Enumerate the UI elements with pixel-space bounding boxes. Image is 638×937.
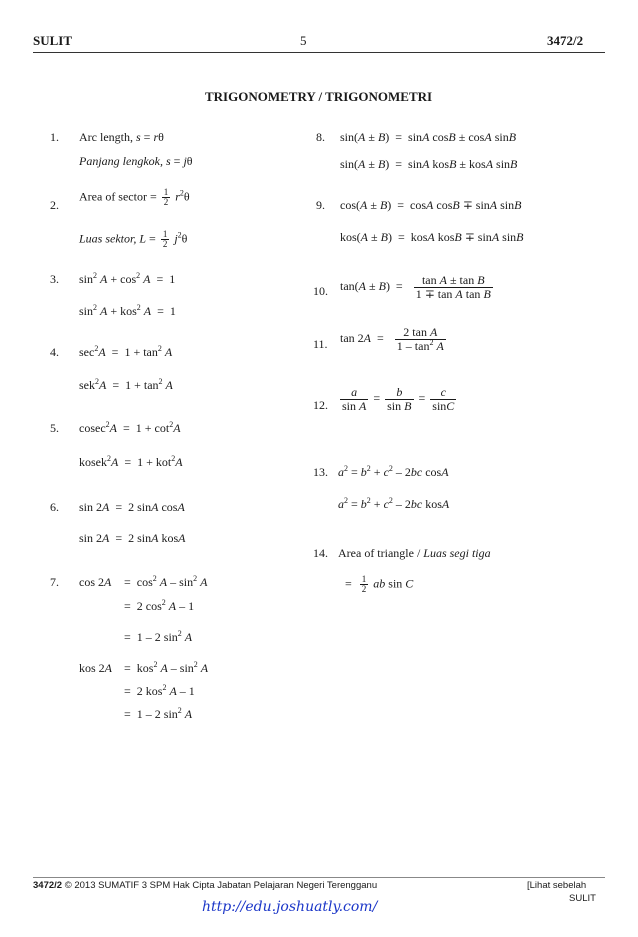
formula-5-number: 5. <box>50 421 59 435</box>
header-sulit: SULIT <box>33 33 73 48</box>
formula-4-number: 4. <box>50 345 59 359</box>
formula-11: tan 2A = $\frac{\text{2 tan A}}{1 - \tan^2 A}$ <box>340 325 444 353</box>
footer-sulit: SULIT <box>569 893 596 904</box>
page-number: 5 <box>300 33 307 48</box>
formula-14-number: 14. <box>313 546 328 560</box>
formula-2-ms: Luas sektor, L = $\frac{1}{2}$ $j^2\theta$ <box>79 229 188 250</box>
formula-13-number: 13. <box>313 465 328 479</box>
formula-10: tan(A ± B) = $\frac{\text{tan A ± tan B}}{\text{1 ∓ tan A tan B}}$ <box>340 273 491 301</box>
formula-7-line-6: = 1 – 2 $\sin^2 A$ <box>124 706 193 721</box>
footer-copyright: 3472/2 © 2013 SUMATIF 3 SPM Hak Cipta Jabatan Pelajaran Negeri Terengganu <box>33 880 378 891</box>
formula-1-ms: Panjang lengkok, s = jθ <box>79 154 193 168</box>
paper-code: 3472/2 <box>547 33 584 48</box>
formula-13-en: $a^2 = b^2 + c^2 - 2bc$ cosA <box>338 464 449 479</box>
formula-7-number: 7. <box>50 575 59 589</box>
formula-12-number: 12. <box>313 398 328 412</box>
formula-14: = $\frac{1}{2}$ ab sin C <box>345 574 414 595</box>
formula-13-ms: $a^2 = b^2 + c^2 - 2bc$ kosA <box>338 496 450 511</box>
formula-3-ms: $\sin^2 A + kos^2$ A = 1 <box>79 303 176 318</box>
section-title: TRIGONOMETRY / TRIGONOMETRI <box>205 89 433 104</box>
formula-12: $\frac{a}{\text{sin A}}$ = $\frac{b}{\text{sin B}}$ = $\frac{c}{\sin C}$ <box>342 385 455 413</box>
formula-8-number: 8. <box>316 130 325 144</box>
header-rule <box>33 52 605 53</box>
formula-8-ms: sin(A ± B) = sinA kosB ± kosA sinB <box>340 157 518 171</box>
formula-7-line-2: = 2 $\cos^2 A - 1$ <box>124 598 195 613</box>
footer-rule <box>33 877 605 878</box>
formula-3-en: $\sin^2 A + \cos^2 A = 1$ <box>79 271 176 286</box>
formula-2-number: 2. <box>50 198 59 212</box>
formula-9-en: cos(A ± B) = cosA cosB ∓ sinA sinB <box>340 198 522 212</box>
formula-3-number: 3. <box>50 272 59 286</box>
formula-9-ms: kos(A ± B) = kosA kosB ∓ sinA sinB <box>340 230 524 244</box>
formula-7-line-3: = 1 – 2 $\sin^2 A$ <box>124 629 193 644</box>
formula-5-ms: kosek$^2$A = 1 + kot$^2$A <box>79 454 183 469</box>
formula-9-number: 9. <box>316 198 325 212</box>
formula-6-number: 6. <box>50 500 59 514</box>
formula-7-line-1: = $\cos^2 A - \sin^2 A$ <box>124 574 208 589</box>
formula-7-line-4: = kos$^2$ A – $\sin^2 A$ <box>124 660 209 675</box>
formula-6-en: sin 2A = 2 sinA cosA <box>79 500 185 514</box>
formula-6-ms: sin 2A = 2 sinA kosA <box>79 531 186 545</box>
formula-14-label: Area of triangle / Luas segi tiga <box>338 546 491 560</box>
footer-turn-over: [Lihat sebelah <box>527 880 587 891</box>
formula-7-lhs-en: cos 2A <box>79 575 112 589</box>
formula-1-en: Arc length, s = rθ <box>79 130 164 144</box>
formula-4-ms: $sek^2A = 1 + \tan^2 A$ <box>79 377 173 392</box>
formula-10-number: 10. <box>313 284 328 298</box>
formula-7-line-5: = 2 kos$^2$ A – 1 <box>124 683 195 698</box>
formula-7-lhs-ms: kos 2A <box>79 661 113 675</box>
formula-2-en: Area of sector = $\frac{1}{2}$ $r^2\theta$ <box>79 187 190 208</box>
formula-1-number: 1. <box>50 130 59 144</box>
formula-8-en: sin(A ± B) = sinA cosB ± cosA sinB <box>340 130 517 144</box>
formula-11-number: 11. <box>313 337 328 351</box>
formula-5-en: $cosec^2A = 1 + \cot^2A$ <box>79 420 181 435</box>
formula-4-en: $\sec^2A = 1 + \tan^2 A$ <box>79 344 173 359</box>
source-link[interactable]: http://edu.joshuatly.com/ <box>202 899 378 915</box>
